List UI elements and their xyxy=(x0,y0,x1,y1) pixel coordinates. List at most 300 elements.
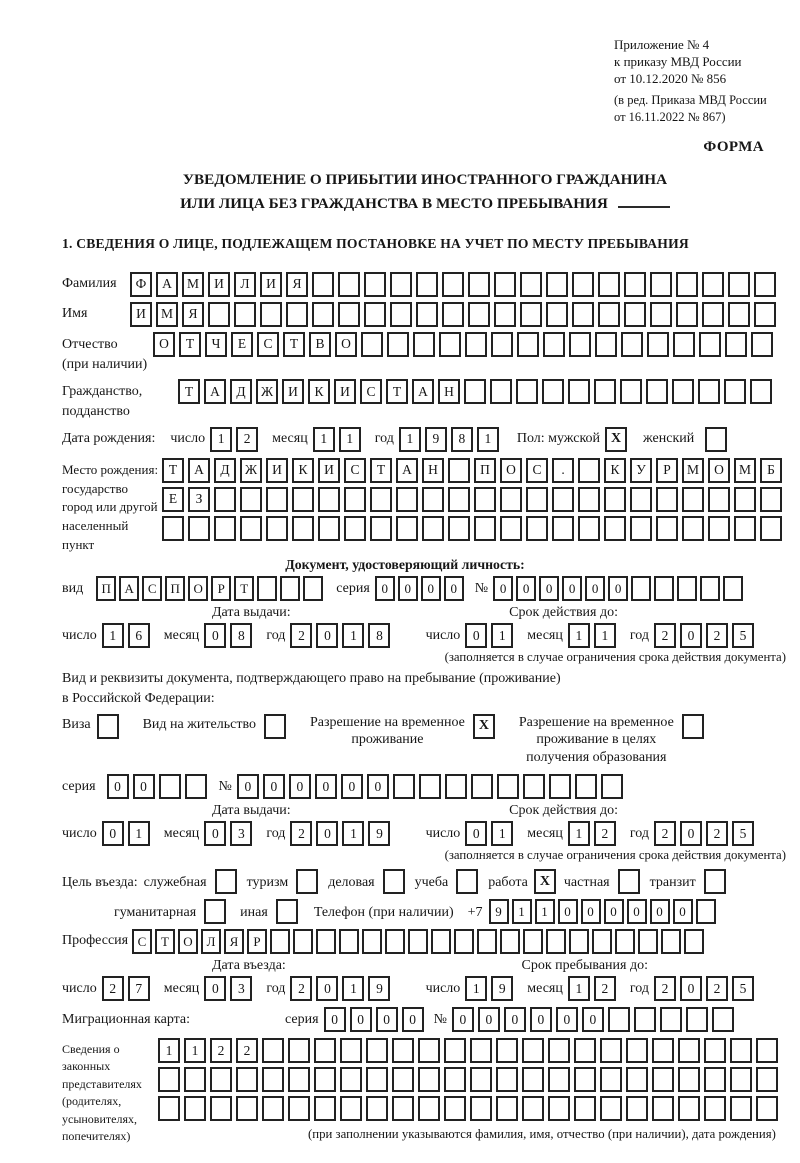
char-cell[interactable]: Д xyxy=(214,458,236,483)
purpose-humanitarian-checkbox[interactable] xyxy=(204,899,226,924)
char-cell[interactable]: 0 xyxy=(316,821,338,846)
char-cell[interactable] xyxy=(366,1038,388,1063)
char-cell[interactable] xyxy=(418,1067,440,1092)
char-cell[interactable] xyxy=(574,1067,596,1092)
char-cell[interactable]: 8 xyxy=(451,427,473,452)
char-cell[interactable]: И xyxy=(318,458,340,483)
char-cell[interactable] xyxy=(184,1096,206,1121)
char-cell[interactable] xyxy=(756,1038,778,1063)
char-cell[interactable]: И xyxy=(282,379,304,404)
char-cell[interactable]: 0 xyxy=(452,1007,474,1032)
char-cell[interactable]: О xyxy=(708,458,730,483)
char-cell[interactable] xyxy=(572,302,594,327)
char-cell[interactable]: 0 xyxy=(444,576,464,601)
char-cell[interactable] xyxy=(549,774,571,799)
char-cell[interactable]: 0 xyxy=(558,899,578,924)
char-cell[interactable]: У xyxy=(630,458,652,483)
char-cell[interactable] xyxy=(418,1096,440,1121)
char-cell[interactable]: М xyxy=(734,458,756,483)
char-cell[interactable]: 1 xyxy=(399,427,421,452)
char-cell[interactable]: П xyxy=(96,576,116,601)
char-cell[interactable]: Б xyxy=(760,458,782,483)
char-cell[interactable] xyxy=(595,332,617,357)
char-cell[interactable]: 0 xyxy=(133,774,155,799)
char-cell[interactable] xyxy=(650,302,672,327)
char-cell[interactable]: 5 xyxy=(732,976,754,1001)
char-cell[interactable] xyxy=(288,1096,310,1121)
edu-permit-checkbox[interactable] xyxy=(682,714,704,739)
char-cell[interactable]: 2 xyxy=(706,623,728,648)
char-cell[interactable] xyxy=(574,1038,596,1063)
purpose-other-checkbox[interactable] xyxy=(276,899,298,924)
char-cell[interactable] xyxy=(387,332,409,357)
char-cell[interactable]: Т xyxy=(155,929,175,954)
migration-series-cells[interactable] xyxy=(324,1007,428,1032)
char-cell[interactable]: 2 xyxy=(594,821,616,846)
char-cell[interactable] xyxy=(724,379,746,404)
char-cell[interactable] xyxy=(677,576,697,601)
char-cell[interactable] xyxy=(601,774,623,799)
char-cell[interactable] xyxy=(477,929,497,954)
char-cell[interactable]: Т xyxy=(283,332,305,357)
char-cell[interactable]: Н xyxy=(438,379,460,404)
char-cell[interactable] xyxy=(260,302,282,327)
char-cell[interactable]: Ф xyxy=(130,272,152,297)
char-cell[interactable]: 0 xyxy=(504,1007,526,1032)
char-cell[interactable] xyxy=(656,516,678,541)
char-cell[interactable] xyxy=(286,302,308,327)
char-cell[interactable]: С xyxy=(257,332,279,357)
char-cell[interactable] xyxy=(543,332,565,357)
char-cell[interactable]: О xyxy=(500,458,522,483)
char-cell[interactable] xyxy=(723,576,743,601)
char-cell[interactable]: 1 xyxy=(342,976,364,1001)
char-cell[interactable] xyxy=(210,1096,232,1121)
char-cell[interactable] xyxy=(292,487,314,512)
purpose-study-checkbox[interactable] xyxy=(456,869,478,894)
char-cell[interactable]: В xyxy=(309,332,331,357)
char-cell[interactable] xyxy=(444,1038,466,1063)
char-cell[interactable] xyxy=(468,302,490,327)
char-cell[interactable] xyxy=(756,1067,778,1092)
char-cell[interactable]: 2 xyxy=(594,976,616,1001)
char-cell[interactable] xyxy=(344,487,366,512)
char-cell[interactable] xyxy=(526,516,548,541)
char-cell[interactable]: 0 xyxy=(556,1007,578,1032)
residence-valid-year-cells[interactable] xyxy=(654,821,758,846)
char-cell[interactable] xyxy=(445,774,467,799)
char-cell[interactable]: . xyxy=(552,458,574,483)
char-cell[interactable] xyxy=(208,302,230,327)
char-cell[interactable]: 1 xyxy=(342,623,364,648)
char-cell[interactable]: К xyxy=(604,458,626,483)
representatives-cells-row1[interactable] xyxy=(158,1038,782,1063)
char-cell[interactable] xyxy=(634,1007,656,1032)
char-cell[interactable]: 8 xyxy=(368,623,390,648)
char-cell[interactable]: 9 xyxy=(368,976,390,1001)
char-cell[interactable]: 1 xyxy=(342,821,364,846)
char-cell[interactable] xyxy=(158,1096,180,1121)
char-cell[interactable] xyxy=(592,929,612,954)
char-cell[interactable] xyxy=(660,1007,682,1032)
residence-number-cells[interactable] xyxy=(237,774,627,799)
char-cell[interactable]: 1 xyxy=(491,821,513,846)
char-cell[interactable] xyxy=(730,1067,752,1092)
char-cell[interactable] xyxy=(615,929,635,954)
char-cell[interactable]: 2 xyxy=(236,427,258,452)
char-cell[interactable] xyxy=(760,516,782,541)
char-cell[interactable] xyxy=(548,1067,570,1092)
char-cell[interactable] xyxy=(292,516,314,541)
char-cell[interactable]: А xyxy=(412,379,434,404)
residence-series-cells[interactable] xyxy=(107,774,211,799)
purpose-work-checkbox[interactable]: X xyxy=(534,869,556,894)
char-cell[interactable]: Я xyxy=(182,302,204,327)
birth-month-cells[interactable] xyxy=(313,427,365,452)
char-cell[interactable]: П xyxy=(474,458,496,483)
char-cell[interactable] xyxy=(620,379,642,404)
char-cell[interactable] xyxy=(725,332,747,357)
char-cell[interactable] xyxy=(158,1067,180,1092)
birth-day-cells[interactable] xyxy=(210,427,262,452)
char-cell[interactable] xyxy=(385,929,405,954)
char-cell[interactable] xyxy=(604,487,626,512)
char-cell[interactable]: О xyxy=(153,332,175,357)
char-cell[interactable] xyxy=(624,302,646,327)
char-cell[interactable]: Д xyxy=(230,379,252,404)
char-cell[interactable]: С xyxy=(526,458,548,483)
char-cell[interactable]: Р xyxy=(247,929,267,954)
char-cell[interactable] xyxy=(318,487,340,512)
char-cell[interactable] xyxy=(575,774,597,799)
char-cell[interactable]: 3 xyxy=(230,976,252,1001)
char-cell[interactable] xyxy=(704,1038,726,1063)
char-cell[interactable]: А xyxy=(188,458,210,483)
char-cell[interactable] xyxy=(523,774,545,799)
char-cell[interactable]: 6 xyxy=(128,623,150,648)
residence-issue-year-cells[interactable] xyxy=(290,821,394,846)
char-cell[interactable]: О xyxy=(335,332,357,357)
char-cell[interactable] xyxy=(698,379,720,404)
purpose-business-checkbox[interactable] xyxy=(383,869,405,894)
char-cell[interactable]: Т xyxy=(386,379,408,404)
char-cell[interactable]: 0 xyxy=(204,821,226,846)
char-cell[interactable] xyxy=(442,302,464,327)
char-cell[interactable] xyxy=(314,1067,336,1092)
char-cell[interactable] xyxy=(516,379,538,404)
char-cell[interactable]: И xyxy=(266,458,288,483)
entry-month-cells[interactable] xyxy=(204,976,256,1001)
identity-valid-year-cells[interactable] xyxy=(654,623,758,648)
char-cell[interactable] xyxy=(491,332,513,357)
char-cell[interactable] xyxy=(396,516,418,541)
char-cell[interactable] xyxy=(396,487,418,512)
char-cell[interactable] xyxy=(339,929,359,954)
char-cell[interactable]: 9 xyxy=(491,976,513,1001)
char-cell[interactable] xyxy=(494,302,516,327)
char-cell[interactable] xyxy=(676,272,698,297)
migration-number-cells[interactable] xyxy=(452,1007,738,1032)
char-cell[interactable]: 5 xyxy=(732,821,754,846)
char-cell[interactable] xyxy=(708,516,730,541)
char-cell[interactable] xyxy=(676,302,698,327)
char-cell[interactable]: 1 xyxy=(210,427,232,452)
char-cell[interactable] xyxy=(569,332,591,357)
char-cell[interactable] xyxy=(470,1038,492,1063)
char-cell[interactable]: 0 xyxy=(627,899,647,924)
char-cell[interactable] xyxy=(344,516,366,541)
char-cell[interactable]: 0 xyxy=(562,576,582,601)
char-cell[interactable]: 0 xyxy=(315,774,337,799)
char-cell[interactable] xyxy=(500,487,522,512)
char-cell[interactable] xyxy=(646,379,668,404)
char-cell[interactable] xyxy=(494,272,516,297)
char-cell[interactable] xyxy=(734,516,756,541)
char-cell[interactable] xyxy=(546,929,566,954)
char-cell[interactable] xyxy=(682,516,704,541)
char-cell[interactable] xyxy=(416,302,438,327)
char-cell[interactable]: А xyxy=(204,379,226,404)
char-cell[interactable] xyxy=(630,516,652,541)
char-cell[interactable]: О xyxy=(188,576,208,601)
char-cell[interactable]: 0 xyxy=(650,899,670,924)
char-cell[interactable]: 9 xyxy=(425,427,447,452)
char-cell[interactable]: 1 xyxy=(465,976,487,1001)
char-cell[interactable]: 2 xyxy=(290,623,312,648)
stay-day-cells[interactable] xyxy=(465,976,517,1001)
char-cell[interactable] xyxy=(751,332,773,357)
char-cell[interactable]: 0 xyxy=(608,576,628,601)
char-cell[interactable] xyxy=(474,487,496,512)
char-cell[interactable]: 1 xyxy=(512,899,532,924)
char-cell[interactable] xyxy=(364,302,386,327)
char-cell[interactable]: 0 xyxy=(102,821,124,846)
char-cell[interactable] xyxy=(496,1067,518,1092)
char-cell[interactable] xyxy=(548,1038,570,1063)
char-cell[interactable]: 1 xyxy=(568,976,590,1001)
char-cell[interactable] xyxy=(756,1096,778,1121)
purpose-private-checkbox[interactable] xyxy=(618,869,640,894)
char-cell[interactable] xyxy=(439,332,461,357)
char-cell[interactable] xyxy=(704,1067,726,1092)
char-cell[interactable]: 1 xyxy=(477,427,499,452)
char-cell[interactable]: 0 xyxy=(582,1007,604,1032)
char-cell[interactable] xyxy=(626,1038,648,1063)
char-cell[interactable]: Т xyxy=(162,458,184,483)
char-cell[interactable] xyxy=(574,1096,596,1121)
char-cell[interactable] xyxy=(338,302,360,327)
char-cell[interactable]: 2 xyxy=(290,821,312,846)
char-cell[interactable]: С xyxy=(360,379,382,404)
char-cell[interactable] xyxy=(465,332,487,357)
char-cell[interactable]: 2 xyxy=(290,976,312,1001)
char-cell[interactable] xyxy=(444,1096,466,1121)
char-cell[interactable]: Ж xyxy=(256,379,278,404)
char-cell[interactable] xyxy=(266,516,288,541)
char-cell[interactable] xyxy=(678,1096,700,1121)
char-cell[interactable] xyxy=(569,929,589,954)
char-cell[interactable] xyxy=(314,1096,336,1121)
char-cell[interactable]: 0 xyxy=(375,576,395,601)
char-cell[interactable]: 2 xyxy=(706,976,728,1001)
char-cell[interactable] xyxy=(600,1067,622,1092)
char-cell[interactable] xyxy=(578,458,600,483)
char-cell[interactable] xyxy=(678,1038,700,1063)
char-cell[interactable] xyxy=(257,576,277,601)
char-cell[interactable] xyxy=(214,487,236,512)
stay-month-cells[interactable] xyxy=(568,976,620,1001)
char-cell[interactable]: З xyxy=(188,487,210,512)
patronymic-cells[interactable] xyxy=(153,332,777,357)
char-cell[interactable] xyxy=(552,516,574,541)
birth-place-cells-row2[interactable] xyxy=(162,487,786,512)
char-cell[interactable]: М xyxy=(156,302,178,327)
char-cell[interactable] xyxy=(340,1067,362,1092)
char-cell[interactable]: 0 xyxy=(204,623,226,648)
char-cell[interactable]: А xyxy=(396,458,418,483)
entry-year-cells[interactable] xyxy=(290,976,394,1001)
char-cell[interactable]: М xyxy=(182,272,204,297)
char-cell[interactable] xyxy=(236,1096,258,1121)
residence-issue-month-cells[interactable] xyxy=(204,821,256,846)
char-cell[interactable]: Т xyxy=(178,379,200,404)
visa-checkbox[interactable] xyxy=(97,714,119,739)
char-cell[interactable] xyxy=(236,1067,258,1092)
char-cell[interactable] xyxy=(240,487,262,512)
birth-year-cells[interactable] xyxy=(399,427,503,452)
char-cell[interactable]: 8 xyxy=(230,623,252,648)
char-cell[interactable]: 9 xyxy=(368,821,390,846)
char-cell[interactable]: 2 xyxy=(102,976,124,1001)
char-cell[interactable] xyxy=(686,1007,708,1032)
char-cell[interactable]: 0 xyxy=(376,1007,398,1032)
char-cell[interactable] xyxy=(572,272,594,297)
char-cell[interactable]: С xyxy=(344,458,366,483)
char-cell[interactable]: П xyxy=(165,576,185,601)
char-cell[interactable] xyxy=(522,1096,544,1121)
char-cell[interactable]: К xyxy=(292,458,314,483)
char-cell[interactable] xyxy=(497,774,519,799)
char-cell[interactable]: Т xyxy=(234,576,254,601)
char-cell[interactable]: 1 xyxy=(594,623,616,648)
residence-issue-day-cells[interactable] xyxy=(102,821,154,846)
residence-valid-month-cells[interactable] xyxy=(568,821,620,846)
identity-series-cells[interactable] xyxy=(375,576,467,601)
birth-place-cells-row3[interactable] xyxy=(162,516,786,541)
char-cell[interactable]: 0 xyxy=(316,623,338,648)
char-cell[interactable] xyxy=(522,1067,544,1092)
purpose-official-checkbox[interactable] xyxy=(215,869,237,894)
char-cell[interactable] xyxy=(159,774,181,799)
char-cell[interactable]: 0 xyxy=(680,976,702,1001)
identity-issue-day-cells[interactable] xyxy=(102,623,154,648)
representatives-cells-row3[interactable] xyxy=(158,1096,782,1121)
char-cell[interactable]: 0 xyxy=(367,774,389,799)
char-cell[interactable]: Я xyxy=(286,272,308,297)
char-cell[interactable]: Е xyxy=(231,332,253,357)
char-cell[interactable] xyxy=(448,458,470,483)
char-cell[interactable] xyxy=(568,379,590,404)
char-cell[interactable] xyxy=(638,929,658,954)
char-cell[interactable] xyxy=(370,487,392,512)
char-cell[interactable] xyxy=(652,1096,674,1121)
char-cell[interactable]: Р xyxy=(656,458,678,483)
char-cell[interactable]: 0 xyxy=(289,774,311,799)
char-cell[interactable] xyxy=(392,1038,414,1063)
char-cell[interactable]: 1 xyxy=(158,1038,180,1063)
char-cell[interactable] xyxy=(730,1096,752,1121)
char-cell[interactable]: 0 xyxy=(478,1007,500,1032)
char-cell[interactable] xyxy=(630,487,652,512)
char-cell[interactable] xyxy=(626,1096,648,1121)
char-cell[interactable] xyxy=(188,516,210,541)
char-cell[interactable] xyxy=(468,272,490,297)
char-cell[interactable] xyxy=(303,576,323,601)
entry-day-cells[interactable] xyxy=(102,976,154,1001)
char-cell[interactable] xyxy=(673,332,695,357)
char-cell[interactable]: 2 xyxy=(654,821,676,846)
char-cell[interactable] xyxy=(696,899,716,924)
char-cell[interactable]: 0 xyxy=(530,1007,552,1032)
char-cell[interactable]: 9 xyxy=(489,899,509,924)
char-cell[interactable]: 2 xyxy=(654,976,676,1001)
char-cell[interactable] xyxy=(754,272,776,297)
char-cell[interactable]: 0 xyxy=(350,1007,372,1032)
profession-cells[interactable] xyxy=(132,929,707,954)
birth-place-cells-row1[interactable] xyxy=(162,458,786,483)
char-cell[interactable]: 0 xyxy=(604,899,624,924)
char-cell[interactable]: 0 xyxy=(465,623,487,648)
char-cell[interactable] xyxy=(546,302,568,327)
residence-valid-day-cells[interactable] xyxy=(465,821,517,846)
char-cell[interactable]: С xyxy=(142,576,162,601)
char-cell[interactable] xyxy=(500,929,520,954)
char-cell[interactable]: А xyxy=(156,272,178,297)
temp-permit-checkbox[interactable]: X xyxy=(473,714,495,739)
char-cell[interactable]: Р xyxy=(211,576,231,601)
char-cell[interactable] xyxy=(470,1067,492,1092)
char-cell[interactable]: Я xyxy=(224,929,244,954)
identity-valid-day-cells[interactable] xyxy=(465,623,517,648)
identity-number-cells[interactable] xyxy=(493,576,746,601)
char-cell[interactable]: 1 xyxy=(491,623,513,648)
char-cell[interactable] xyxy=(234,302,256,327)
char-cell[interactable]: 2 xyxy=(236,1038,258,1063)
char-cell[interactable] xyxy=(578,487,600,512)
char-cell[interactable]: 1 xyxy=(102,623,124,648)
char-cell[interactable] xyxy=(393,774,415,799)
char-cell[interactable] xyxy=(647,332,669,357)
char-cell[interactable] xyxy=(712,1007,734,1032)
char-cell[interactable] xyxy=(598,302,620,327)
char-cell[interactable]: Ч xyxy=(205,332,227,357)
char-cell[interactable] xyxy=(316,929,336,954)
char-cell[interactable] xyxy=(448,487,470,512)
char-cell[interactable] xyxy=(626,1067,648,1092)
char-cell[interactable] xyxy=(318,516,340,541)
char-cell[interactable]: О xyxy=(178,929,198,954)
char-cell[interactable] xyxy=(708,487,730,512)
char-cell[interactable] xyxy=(184,1067,206,1092)
char-cell[interactable]: 0 xyxy=(673,899,693,924)
char-cell[interactable] xyxy=(656,487,678,512)
char-cell[interactable] xyxy=(699,332,721,357)
char-cell[interactable] xyxy=(754,302,776,327)
identity-valid-month-cells[interactable] xyxy=(568,623,620,648)
char-cell[interactable] xyxy=(652,1038,674,1063)
char-cell[interactable] xyxy=(419,774,441,799)
char-cell[interactable] xyxy=(210,1067,232,1092)
